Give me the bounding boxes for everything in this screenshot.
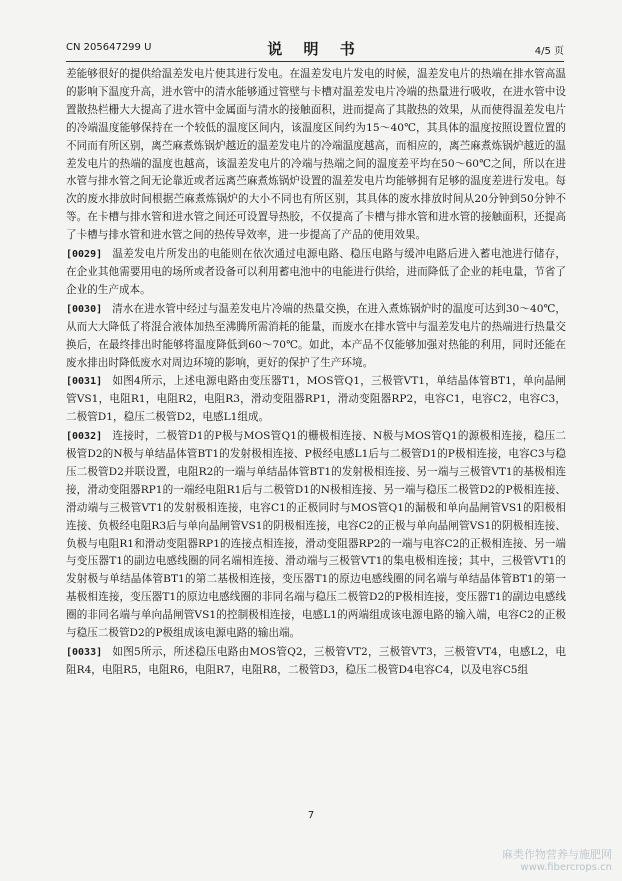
paragraph-0032 [66,428,566,643]
watermark-url: www.fibercrops.cn [520,862,612,873]
site-watermark [492,846,612,873]
paragraph-continued [66,66,566,245]
paragraph-text: 如图5所示，所述稳压电路由MOS管Q2，三极管VT2，三极管VT3，三极管VT4，电感L2，电阻R4，电阻R5，电阻R6，电阻R7，电阻R8，二极管D3，稳压二极管D4电容C4，以及电容C5组 [66,646,566,676]
paragraph-number: [0032] [66,431,103,443]
paragraph-0031 [66,373,566,427]
description-body [66,66,566,681]
paragraph-number: [0029] [66,249,103,261]
paragraph-0029 [66,246,566,300]
paragraph-text: 温差发电片所发出的电能则在依次通过电源电路、稳压电路与缓冲电路后进入蓄电池进行储存，在企业其他需要用电的场所或者设备可以利用蓄电池中的电能进行供给，进而降低了企业的耗电量，节省了企业的生产成本。 [66,248,566,296]
page-header [66,38,564,60]
header-divider [66,61,564,62]
paragraph-number: [0030] [66,303,103,315]
paragraph-text: 差能够很好的提供给温差发电片使其进行发电。在温差发电片发电的时候，温差发电片的热端在排水管高温的影响下温度升高，进水管中的清水能够通过管壁与卡槽对温差发电片冷端的热量进行吸收，在进水管中设置散热栏栅大大提高了进水管中金属面与清水的接触面积，进而提高了其散热的效果，从而使得温差发电片的冷端温度能够保持在一个较低的温度区间内，该温度区间约为15～40℃，其具体的温度按照设置位置的不同而有所区别，离苎麻煮炼锅炉越近的温差发电片的冷端温度越高，而相应的，离苎麻煮炼锅炉越近的温差发电片的热端的温度也越高，该温差发电片的冷端与热端之间的温度差平均在50～60℃之间，所以在进水管与排水管之间无论靠近或者远离苎麻煮炼锅炉设置的温差发电片均能够拥有足够的温度差进行发电。每次的废水排放时间根据苎麻煮炼锅炉的大小不同也有所区别，其具体的废水排放时间从20分钟到50分钟不等。在卡槽与排水管和进水管之间还可设置导热胶，不仅提高了卡槽与排水管和进水管的接触面积，还提高了卡槽与排水管和进水管之间的热传导效率，进一步提高了产品的使用效果。 [66,68,566,242]
paragraph-number: [0031] [66,376,103,388]
paragraph-text: 如图4所示，上述电源电路由变压器T1，MOS管Q1，三极管VT1，单结晶体管BT1，单向晶闸管VS1，电阻R1，电阻R2，电阻R3，滑动变阻器RP1，滑动变阻器RP2，电容C1，电容C2，电容C3，二极管D1，稳压二极管D2，电感L1组成。 [66,375,566,424]
paragraph-0030 [66,301,566,373]
document-title: 说 明 书 [267,40,363,58]
paragraph-text: 连接时，二极管D1的P极与MOS管Q1的栅极相连接、N极与MOS管Q1的源极相连接，稳压二极管D2的N极与单结晶体管BT1的发射极相连接、P极经电感L1后与二极管D1的P极相连接，电容C3与稳压二极管D2并联设置，电阻R2的一端与单结晶体管BT1的发射极相连接、另一端与三极管VT1的基极相连接，滑动变阻器RP1的一端经电阻R1后与二极管D1的N极相连接、另一端与稳压二极管D2的P极相连接、滑动端与三极管VT1的发射极相连接，电容C1的正极同时与MOS管Q1的漏极和单向晶闸管VS1的阳极相连接、负极经电阻R3后与单向晶闸管VS1的阴极相连接，电容C2的正极与单向晶闸管VS1的阴极相连接、负极与电阻R1和滑动变阻器RP1的连接点相连接，滑动变阻器RP2的一端与电容C2的正极相连接、另一端与变压器T1的副边电感线圈的同名端相连接、滑动端与三极管VT1的集电极相连接；其中，三极管VT1的发射极与单结晶体管BT1的第二基极相连接，变压器T1的原边电感线圈的同名端与单结晶体管BT1的第一基极相连接，变压器T1的原边电感线圈的非同名端与稳压二极管D2的P极相连接，变压器T1的副边电感线圈的非同名端与单向晶闸管VS1的控制极相连接，电感L1的两端组成该电源电路的输入端，电容C2的正极与稳压二极管D2的P极组成该电源电路的输出端。 [66,430,566,640]
paragraph-number: [0033] [66,647,103,658]
paragraph-text: 清水在进水管中经过与温差发电片冷端的热量交换，在进入煮炼锅炉时的温度可达到30～40℃，从而大大降低了将混合液体加热至沸腾所需消耗的能量，而废水在排水管中与温差发电片的热端进行热量交换后，在最终排出时能够将温度降低到60～70℃。如此，本产品不仅能够加强对热能的利用，同时还能在废水排出时降低废水对周边环境的影响，更好的保护了生产环境。 [66,302,566,369]
patent-number: CN 205647299 U [66,42,152,53]
page-counter: 4/5 页 [534,46,564,57]
watermark-name: 麻类作物营养与施肥网 [502,848,612,861]
page-number: 7 [307,810,315,821]
paragraph-0033 [66,644,566,680]
